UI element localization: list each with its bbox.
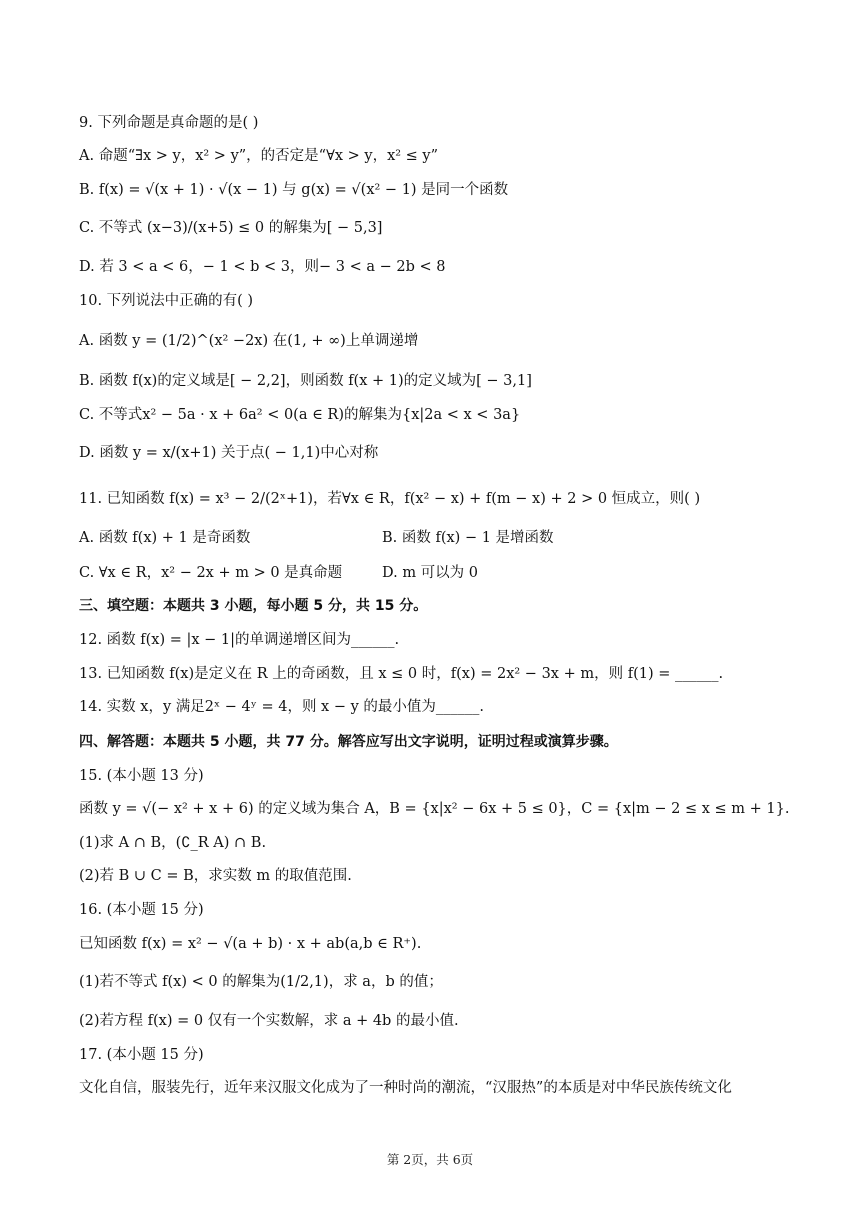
question-10-option-d: D. 函数 y = x/(x+1) 关于点( − 1,1)中心对称 (79, 445, 379, 461)
question-16-part-1: (1)若不等式 f(x) < 0 的解集为(1/2,1)，求 a，b 的值； (79, 974, 443, 990)
question-15-stem: 函数 y = √(− x² + x + 6) 的定义域为集合 A，B = {x|x² − 6x + 5 ≤ 0}，C = {x|m − 2 ≤ x ≤ m + 1}. (79, 801, 790, 817)
question-17-stem: 文化自信，服装先行，近年来汉服文化成为了一种时尚的潮流，“汉服热”的本质是对中华民族传统文化 (79, 1080, 732, 1096)
page-footer: 第 2页，共 6页 (386, 1152, 474, 1167)
question-15-part-1: (1)求 A ∩ B，(∁_R A) ∩ B. (79, 835, 267, 851)
question-16-part-2: (2)若方程 f(x) = 0 仅有一个实数解，求 a + 4b 的最小值. (79, 1013, 459, 1029)
question-10-option-a: A. 函数 y = (1/2)^(x² −2x) 在(1, + ∞)上单调递增 (79, 333, 419, 349)
question-12: 12. 函数 f(x) = |x − 1|的单调递增区间为______. (79, 632, 400, 648)
question-13: 13. 已知函数 f(x)是定义在 R 上的奇函数，且 x ≤ 0 时，f(x) = 2x² − 3x + m，则 f(1) = ______. (79, 666, 724, 682)
question-10-stem: 10. 下列说法中正确的有( ) (79, 293, 254, 309)
section-3-heading: 三、填空题：本题共 3 小题，每小题 5 分，共 15 分。 (79, 598, 428, 614)
question-15-part-2: (2)若 B ∪ C = B，求实数 m 的取值范围. (79, 868, 352, 884)
question-9-option-b: B. f(x) = √(x + 1) · √(x − 1) 与 g(x) = √(x² − 1) 是同一个函数 (79, 182, 509, 198)
question-9-option-d: D. 若 3 < a < 6，− 1 < b < 3，则− 3 < a − 2b < 8 (79, 259, 446, 275)
question-9-option-c: C. 不等式 (x−3)/(x+5) ≤ 0 的解集为[ − 5,3] (79, 220, 383, 236)
question-11-option-d: D. m 可以为 0 (382, 565, 479, 581)
question-17-heading: 17. (本小题 15 分) (79, 1047, 204, 1063)
section-4-heading: 四、解答题：本题共 5 小题，共 77 分。解答应写出文字说明，证明过程或演算步骤。 (79, 734, 618, 750)
question-11-option-a: A. 函数 f(x) + 1 是奇函数 (79, 530, 251, 546)
question-10-option-b: B. 函数 f(x)的定义域是[ − 2,2]，则函数 f(x + 1)的定义域为[ − 3,1] (79, 373, 532, 389)
question-9-option-a: A. 命题“∃x > y，x² > y”，的否定是“∀x > y，x² ≤ y” (79, 148, 439, 164)
question-11-option-b: B. 函数 f(x) − 1 是增函数 (382, 530, 554, 546)
question-14: 14. 实数 x，y 满足2ˣ − 4ʸ = 4，则 x − y 的最小值为______. (79, 699, 485, 715)
question-11-option-c: C. ∀x ∈ R，x² − 2x + m > 0 是真命题 (79, 565, 343, 581)
question-16-heading: 16. (本小题 15 分) (79, 902, 204, 918)
question-16-stem: 已知函数 f(x) = x² − √(a + b) · x + ab(a,b ∈ R⁺). (79, 936, 422, 952)
question-11-stem: 11. 已知函数 f(x) = x³ − 2/(2ˣ+1)，若∀x ∈ R，f(x² − x) + f(m − x) + 2 > 0 恒成立，则( ) (79, 491, 701, 507)
question-10-option-c: C. 不等式x² − 5a · x + 6a² < 0(a ∈ R)的解集为{x|2a < x < 3a} (79, 407, 521, 423)
question-9-stem: 9. 下列命题是真命题的是( ) (79, 115, 259, 131)
question-15-heading: 15. (本小题 13 分) (79, 768, 204, 784)
